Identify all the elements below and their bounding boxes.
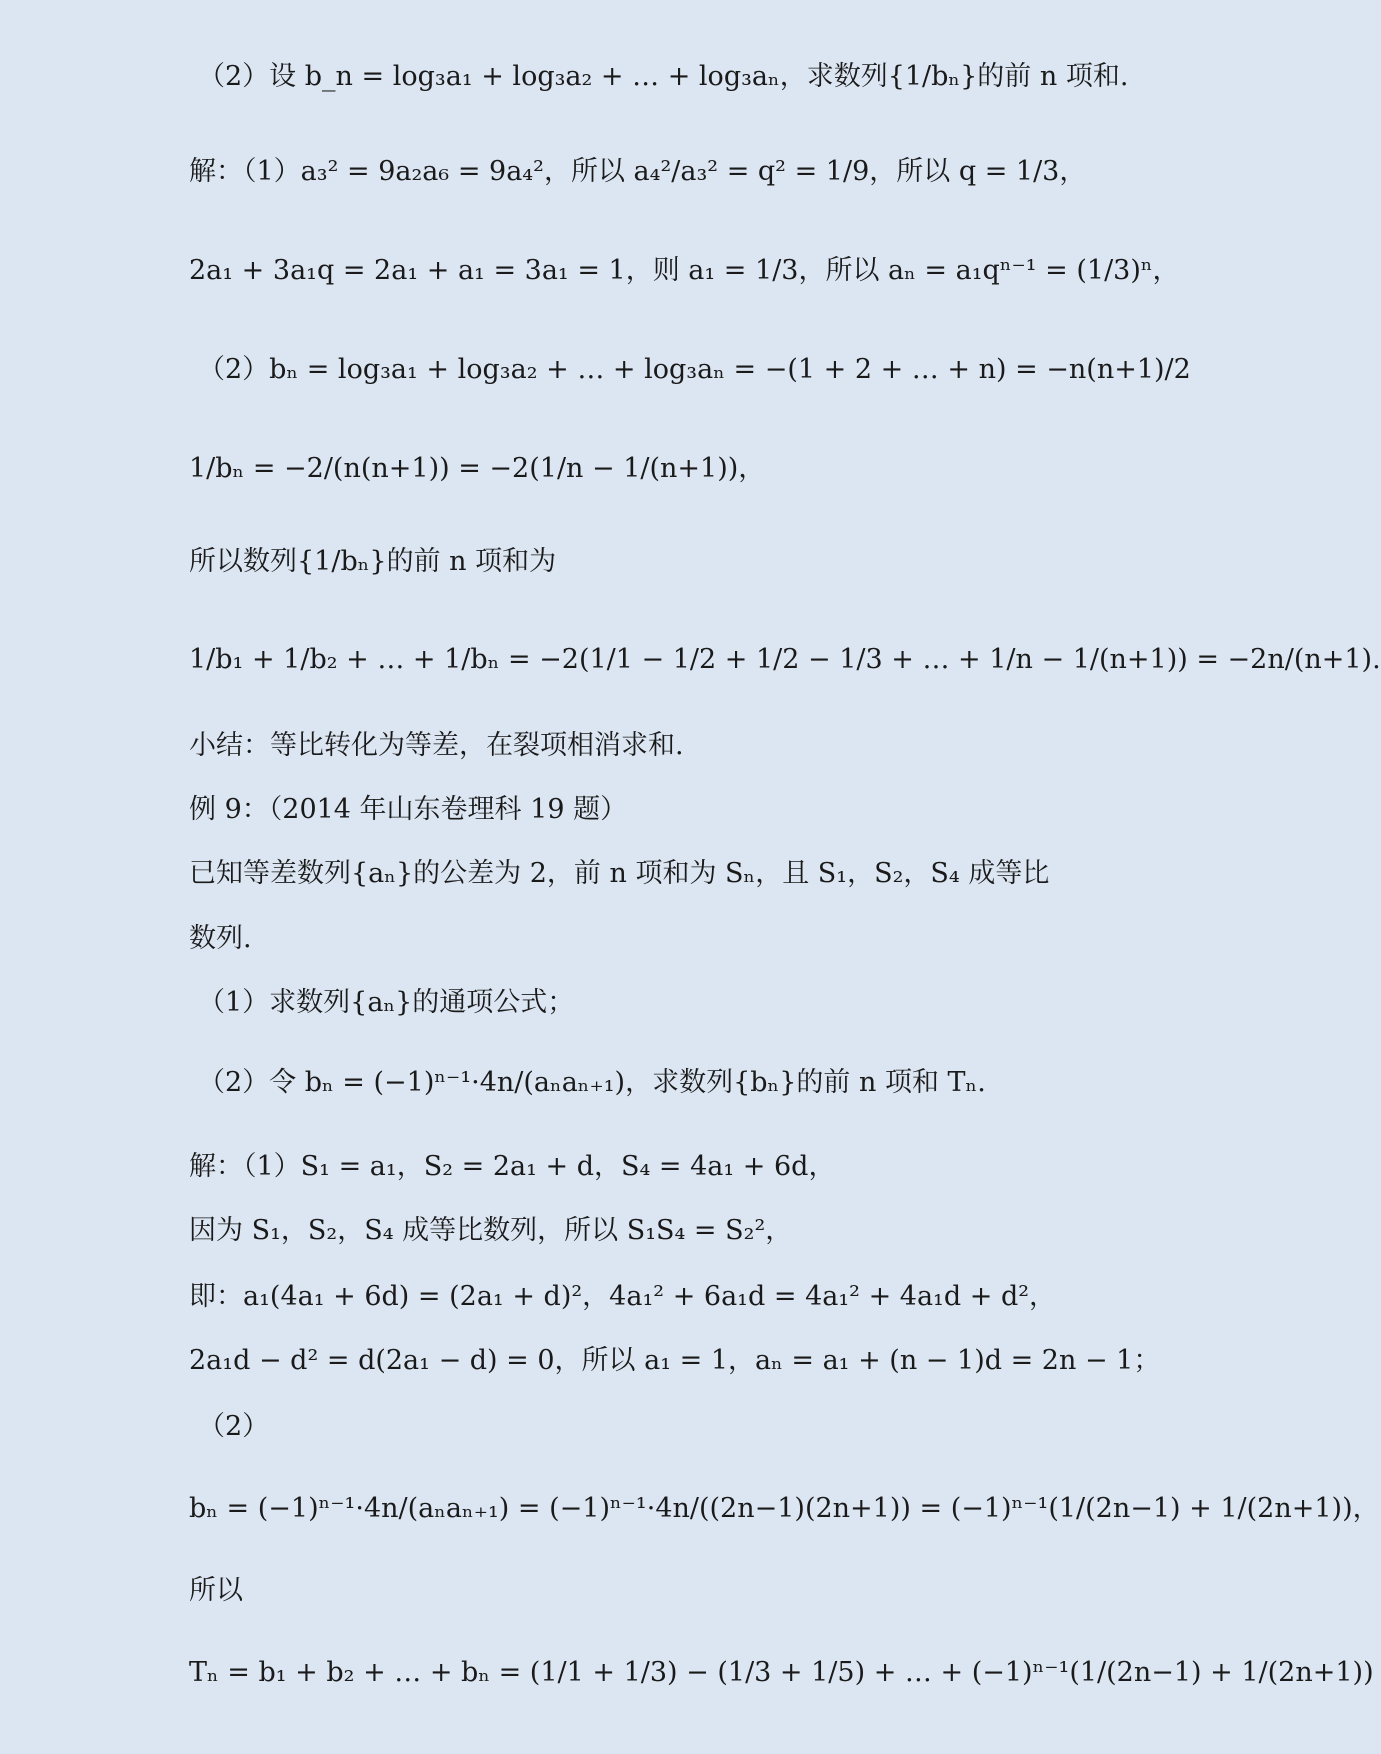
- text-line: （2）令 bₙ = (−1)ⁿ⁻¹·4n/(aₙaₙ₊₁)，求数列{bₙ}的前 n 项和 Tₙ.: [198, 1067, 986, 1098]
- text-line: 因为 S₁，S₂，S₄ 成等比数列，所以 S₁S₄ = S₂²，: [189, 1215, 793, 1246]
- text-line: 所以数列{1/bₙ}的前 n 项和为: [189, 546, 557, 577]
- text-line: 小结：等比转化为等差，在裂项相消求和.: [189, 730, 684, 761]
- text-line: 1/b₁ + 1/b₂ + … + 1/bₙ = −2(1/1 − 1/2 + 1/2 − 1/3 + … + 1/n − 1/(n+1)) = −2n/(n+1).: [189, 644, 1381, 675]
- text-line: （2）设 b_n = log₃a₁ + log₃a₂ + … + log₃aₙ，求数列{1/bₙ}的前 n 项和.: [198, 61, 1129, 92]
- text-line: 2a₁d − d² = d(2a₁ − d) = 0，所以 a₁ = 1，aₙ = a₁ + (n − 1)d = 2n − 1；: [189, 1345, 1161, 1376]
- text-line: 解：（1）a₃² = 9a₂a₆ = 9a₄²，所以 a₄²/a₃² = q² = 1/9，所以 q = 1/3，: [189, 156, 1087, 187]
- text-line: 已知等差数列{aₙ}的公差为 2，前 n 项和为 Sₙ，且 S₁，S₂，S₄ 成等比: [189, 858, 1050, 889]
- text-line: 数列.: [189, 923, 252, 954]
- text-line: bₙ = (−1)ⁿ⁻¹·4n/(aₙaₙ₊₁) = (−1)ⁿ⁻¹·4n/((2n−1)(2n+1)) = (−1)ⁿ⁻¹(1/(2n−1) + 1/(2n+1))，: [189, 1493, 1380, 1524]
- text-line: （2）bₙ = log₃a₁ + log₃a₂ + … + log₃aₙ = −(1 + 2 + … + n) = −n(n+1)/2: [198, 354, 1191, 385]
- text-line: 解：（1）S₁ = a₁，S₂ = 2a₁ + d，S₄ = 4a₁ + 6d，: [189, 1151, 836, 1182]
- text-line: 2a₁ + 3a₁q = 2a₁ + a₁ = 3a₁ = 1，则 a₁ = 1/3，所以 aₙ = a₁qⁿ⁻¹ = (1/3)ⁿ，: [189, 255, 1180, 286]
- text-line: 所以: [189, 1575, 243, 1606]
- text-line: 1/bₙ = −2/(n(n+1)) = −2(1/n − 1/(n+1))，: [189, 453, 766, 484]
- text-line: （2）: [198, 1411, 270, 1442]
- text-line: 例 9：（2014 年山东卷理科 19 题）: [189, 794, 628, 825]
- text-line: Tₙ = b₁ + b₂ + … + bₙ = (1/1 + 1/3) − (1/3 + 1/5) + … + (−1)ⁿ⁻¹(1/(2n−1) + 1/(2n+1)): [189, 1657, 1374, 1688]
- text-line: 即：a₁(4a₁ + 6d) = (2a₁ + d)²，4a₁² + 6a₁d = 4a₁² + 4a₁d + d²，: [189, 1281, 1057, 1312]
- text-line: （1）求数列{aₙ}的通项公式；: [198, 987, 575, 1018]
